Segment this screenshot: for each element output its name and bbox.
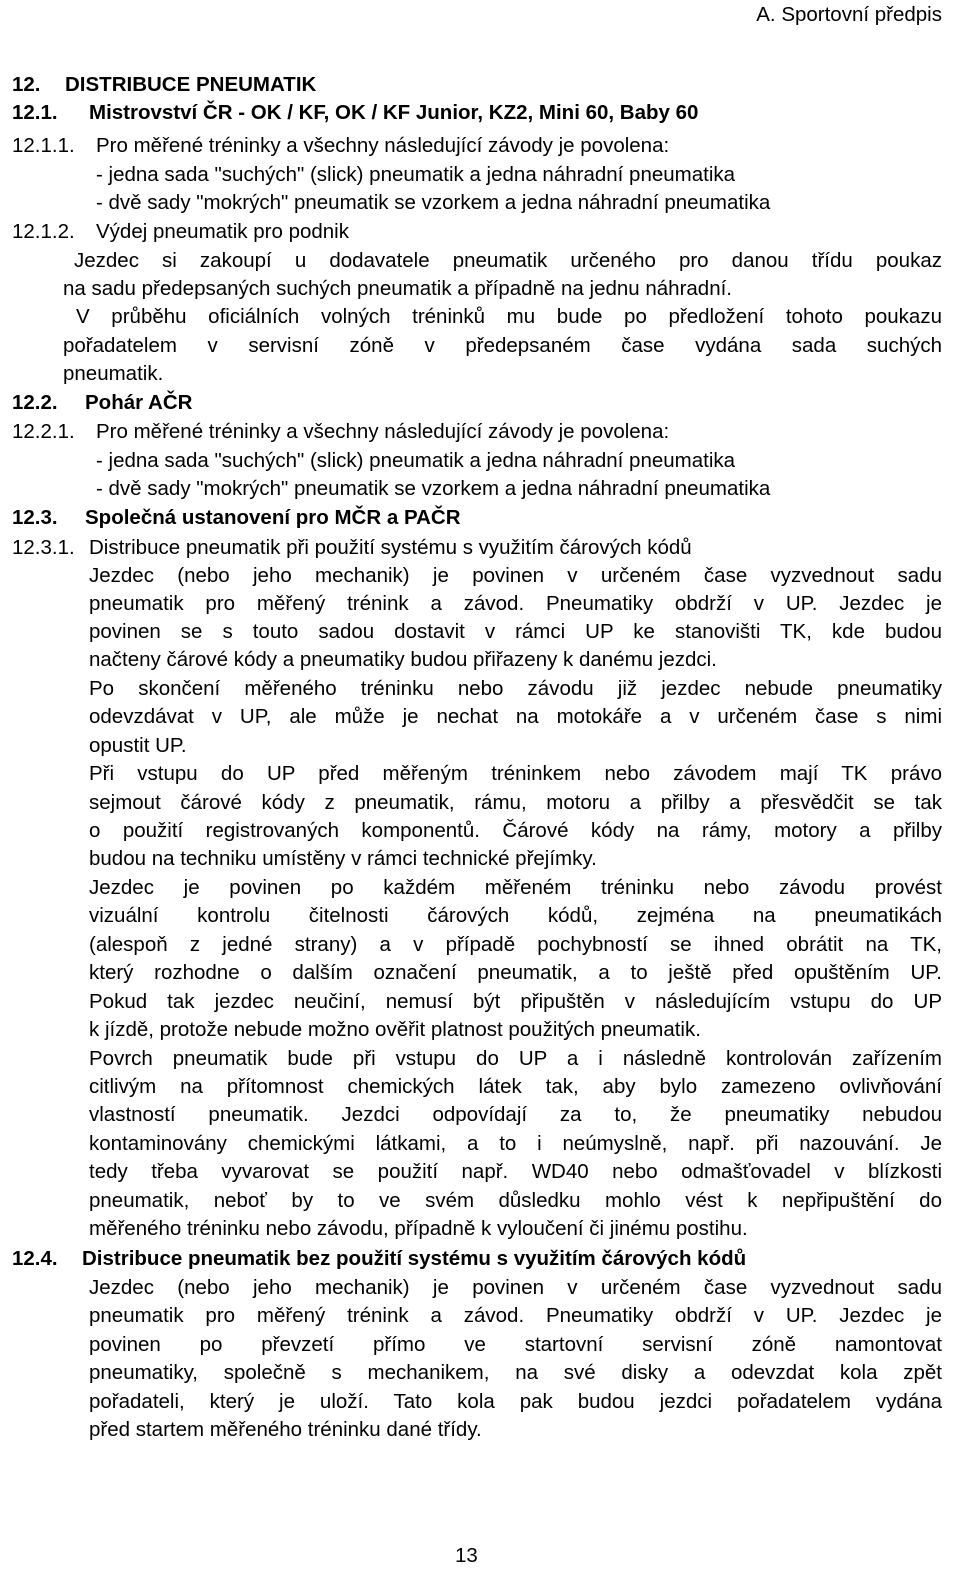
subsection-number: 12.1. xyxy=(12,101,58,124)
paragraph-line: opustit UP. xyxy=(89,734,187,757)
list-item: - dvě sady "mokrých" pneumatik se vzorkem a jedna náhradní pneumatika xyxy=(96,477,771,500)
paragraph-line: měřeného tréninku nebo závodu, případně k vyloučení či jinému postihu. xyxy=(89,1217,748,1240)
section-title: DISTRIBUCE PNEUMATIK xyxy=(65,73,317,96)
paragraph-line: pneumatik pro měřený trénink a závod. Pneumatiky obdrží v UP. Jezdec je xyxy=(89,592,942,615)
subsection-title: Pohár AČR xyxy=(85,391,193,414)
paragraph-number: 12.1.2. xyxy=(12,220,75,243)
paragraph-line: na sadu předepsaných suchých pneumatik a případně na jednu náhradní. xyxy=(63,277,733,300)
paragraph-line: povinen po převzetí přímo ve startovní servisní zóně namontovat xyxy=(89,1333,942,1356)
list-item: - dvě sady "mokrých" pneumatik se vzorkem a jedna náhradní pneumatika xyxy=(96,191,771,214)
page-number: 13 xyxy=(455,1544,478,1567)
paragraph-line: o použití registrovaných komponentů. Čárové kódy na rámy, motory a přilby xyxy=(89,819,942,842)
paragraph-line: sejmout čárové kódy z pneumatik, rámu, motoru a přilby a přesvědčit se tak xyxy=(89,791,942,814)
paragraph-number: 12.2.1. xyxy=(12,420,75,443)
subsection-title: Distribuce pneumatik bez použití systému s využitím čárových kódů xyxy=(82,1247,747,1270)
paragraph-line: pořadateli, který je uloží. Tato kola pak budou jezdci pořadatelem vydána xyxy=(89,1390,942,1413)
paragraph-line: Pokud tak jezdec neučiní, nemusí být připuštěn v následujícím vstupu do UP xyxy=(89,990,942,1013)
paragraph-title: Výdej pneumatik pro podnik xyxy=(96,220,349,243)
paragraph-line: Jezdec si zakoupí u dodavatele pneumatik určeného pro danou třídu poukaz xyxy=(74,249,942,272)
paragraph-text: Pro měřené tréninky a všechny následující závody je povolena: xyxy=(96,134,670,157)
paragraph-line: kontaminovány chemickými látkami, a to i neúmyslně, např. při nazouvání. Je xyxy=(89,1132,942,1155)
paragraph-line: (alespoň z jedné strany) a v případě pochybností se ihned obrátit na TK, xyxy=(89,933,942,956)
paragraph-line: vlastností pneumatik. Jezdci odpovídají za to, že pneumatiky nebudou xyxy=(89,1103,942,1126)
paragraph-line: načteny čárové kódy a pneumatiky budou přiřazeny k danému jezdci. xyxy=(89,648,717,671)
paragraph-title: Distribuce pneumatik při použití systému s využitím čárových kódů xyxy=(89,536,692,559)
paragraph-line: Jezdec (nebo jeho mechanik) je povinen v určeném čase vyzvednout sadu xyxy=(89,564,942,587)
paragraph-line: budou na techniku umístěny v rámci technické přejímky. xyxy=(89,847,597,870)
subsection-title: Mistrovství ČR - OK / KF, OK / KF Junior, KZ2, Mini 60, Baby 60 xyxy=(89,101,699,124)
subsection-number: 12.2. xyxy=(12,391,58,414)
page-header: A. Sportovní předpis xyxy=(756,3,942,26)
paragraph-line: Jezdec je povinen po každém měřeném tréninku nebo závodu provést xyxy=(89,876,942,899)
section-number: 12. xyxy=(12,73,41,96)
subsection-number: 12.4. xyxy=(12,1247,58,1270)
list-item: - jedna sada "suchých" (slick) pneumatik a jedna náhradní pneumatika xyxy=(96,163,736,186)
paragraph-line: před startem měřeného tréninku dané třídy. xyxy=(89,1418,482,1441)
paragraph-line: vizuální kontrolu čitelnosti čárových kódů, zejména na pneumatikách xyxy=(89,904,942,927)
paragraph-line: Povrch pneumatik bude při vstupu do UP a i následně kontrolován zařízením xyxy=(89,1047,942,1070)
paragraph-line: Po skončení měřeného tréninku nebo závodu již jezdec nebude pneumatiky xyxy=(89,677,942,700)
paragraph-line: který rozhodne o dalším označení pneumatik, a to ještě před opuštěním UP. xyxy=(89,961,942,984)
paragraph-line: tedy třeba vyvarovat se použití např. WD40 nebo odmašťovadel v blízkosti xyxy=(89,1160,942,1183)
paragraph-line: povinen se s touto sadou dostavit v rámci UP ke stanovišti TK, kde budou xyxy=(89,620,942,643)
paragraph-number: 12.3.1. xyxy=(12,536,75,559)
paragraph-line: pneumatiky, společně s mechanikem, na své disky a odevzdat kola zpět xyxy=(89,1361,942,1384)
paragraph-text: Pro měřené tréninky a všechny následující závody je povolena: xyxy=(96,420,670,443)
paragraph-line: k jízdě, protože nebude možno ověřit platnost použitých pneumatik. xyxy=(89,1018,701,1041)
paragraph-line: V průběhu oficiálních volných tréninků mu bude po předložení tohoto poukazu xyxy=(76,305,942,328)
subsection-title: Společná ustanovení pro MČR a PAČR xyxy=(85,506,461,529)
paragraph-line: pořadatelem v servisní zóně v předepsaném čase vydána sada suchých xyxy=(63,334,942,357)
subsection-number: 12.3. xyxy=(12,506,58,529)
paragraph-line: citlivým na přítomnost chemických látek tak, aby bylo zamezeno ovlivňování xyxy=(89,1075,942,1098)
paragraph-line: pneumatik pro měřený trénink a závod. Pneumatiky obdrží v UP. Jezdec je xyxy=(89,1304,942,1327)
paragraph-line: pneumatik, neboť by to ve svém důsledku mohlo vést k nepřipuštění do xyxy=(89,1189,942,1212)
list-item: - jedna sada "suchých" (slick) pneumatik a jedna náhradní pneumatika xyxy=(96,449,736,472)
paragraph-line: Jezdec (nebo jeho mechanik) je povinen v určeném čase vyzvednout sadu xyxy=(89,1276,942,1299)
paragraph-line: pneumatik. xyxy=(63,362,164,385)
paragraph-line: Při vstupu do UP před měřeným tréninkem nebo závodem mají TK právo xyxy=(89,762,942,785)
paragraph-number: 12.1.1. xyxy=(12,134,75,157)
paragraph-line: odevzdávat v UP, ale může je nechat na motokáře a v určeném čase s nimi xyxy=(89,705,942,728)
